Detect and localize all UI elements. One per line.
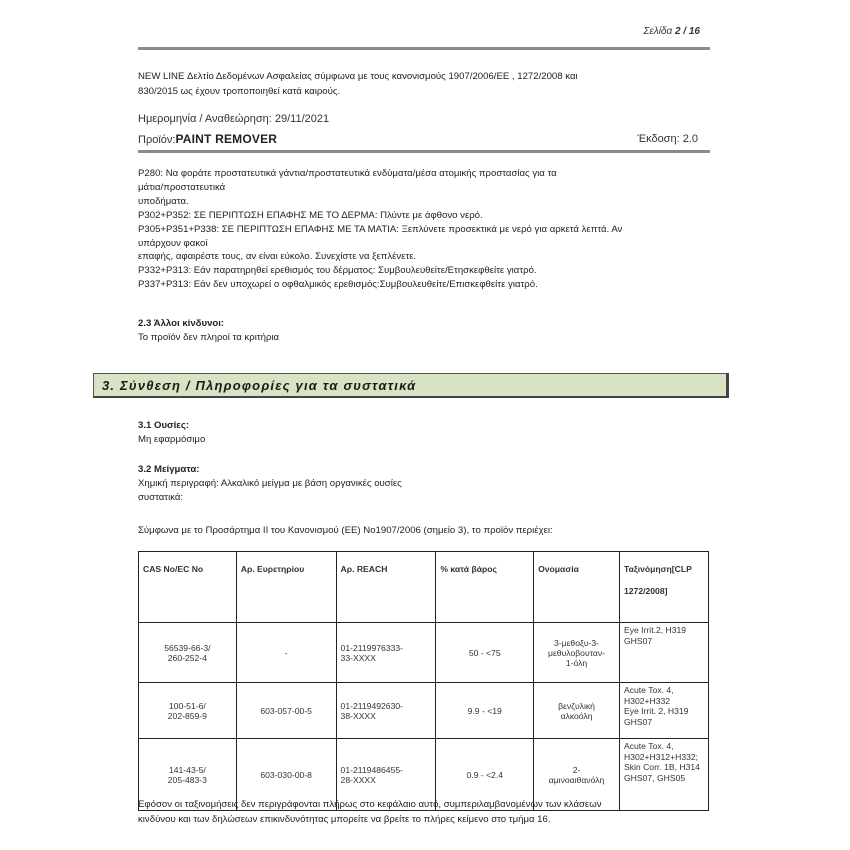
mixtures-block (138, 463, 402, 505)
substances-text: Μη εφαρμόσιμο (138, 433, 206, 445)
header-classification: Ταξινόμηση[CLP 1272/2008] (619, 552, 708, 623)
footer-line: κινδύνου και των δηλώσεων επικινδυνότητας μπορείτε να βρείτε το πλήρες κείμενο στο τμήμα 16. (138, 813, 551, 825)
header-percent: % κατά βάρος (436, 552, 534, 623)
intro-line: NEW LINE Δελτίο Δεδομένων Ασφαλείας σύμφωνα με τους κανονισμούς 1907/2006/ΕΕ , 1272/2008 και (138, 71, 578, 82)
cell-cas: 141-43-5/ 205-483-3 (139, 739, 237, 811)
statement-line: P302+P352: ΣΕ ΠΕΡΙΠΤΩΣΗ ΕΠΑΦΗΣ ΜΕ ΤΟ ΔΕΡΜΑ: Πλύντε με άφθονο νερό. (138, 209, 483, 221)
substances-title: 3.1 Ουσίες: (138, 420, 190, 431)
footer-note (138, 798, 718, 828)
cell-cas: 56539-66-3/ 260-252-4 (139, 623, 237, 683)
document-intro (138, 70, 698, 100)
header-cas: CAS No/EC No (139, 552, 237, 623)
other-hazards-text: Το προϊόν δεν πληροί τα κριτήρια (138, 331, 280, 343)
cell-percent: 50 - <75 (436, 623, 534, 683)
page-number: Σελίδα 2 / 16 (643, 26, 700, 37)
header-divider (138, 47, 710, 50)
other-hazards-title: 2.3 Άλλοι κίνδυνοι: (138, 318, 225, 329)
cell-classification: Acute Tox. 4, H302+H312+H332; Skin Corr. 1B, H314 GHS07, GHS05 (619, 739, 708, 811)
product-line (138, 132, 277, 146)
intro-line: 830/2015 ως έχουν τροποποιηθεί κατά καιρούς. (138, 85, 341, 97)
cell-index: 603-030-00-8 (236, 739, 336, 811)
statement-line: P280: Να φοράτε προστατευτικά γάντια/προστατευτικά ενδύματα/μέσα ατομικής προστασίας για τα (138, 168, 557, 179)
cell-classification: Eye Irrit.2, H319 GHS07 (619, 623, 708, 683)
mixtures-description: Χημική περιγραφή: Αλκαλικό μείγμα με βάση οργανικές ουσίες (138, 477, 402, 489)
cell-reach: 01-2119486455- 28-XXXX (336, 739, 436, 811)
mixtures-title: 3.2 Μείγματα: (138, 464, 200, 475)
cell-reach: 01-2119492630- 38-XXXX (336, 683, 436, 739)
statement-line: P332+P313: Εάν παρατηρηθεί ερεθισμός του δέρματος: Συμβουλευθείτε/Ετησκεφθείτε γιατρό. (138, 265, 537, 277)
annex-statement: Σύμφωνα με το Προσάρτημα ΙΙ του Κανονισμού (ΕΕ) Νο1907/2006 (σημείο 3), το προϊόν περιέχει: (138, 525, 553, 536)
header-reach: Αρ. REACH (336, 552, 436, 623)
cell-name: 2- αμινοαιθανόλη (534, 739, 620, 811)
cell-index: 603-057-00-5 (236, 683, 336, 739)
product-divider (138, 150, 710, 153)
cell-percent: 9.9 - <19 (436, 683, 534, 739)
footer-line: Εφόσον οι ταξινομήσεις δεν περιγράφονται πλήρως στο κεφάλαιο αυτό, συμπεριλαμβανομένων των κλάσεων (138, 799, 602, 810)
other-hazards (138, 317, 279, 345)
section-3-heading (93, 373, 729, 398)
statement-line: υποδήματα. (138, 195, 189, 207)
header-name: Ονομασία (534, 552, 620, 623)
substances-block (138, 419, 205, 447)
section-3-title: 3. Σύνθεση / Πληροφορίες για τα συστατικά (102, 378, 417, 393)
cell-index: - (236, 623, 336, 683)
cell-classification: Acute Tox. 4, H302+H332 Eye Irrit. 2, H319 GHS07 (619, 683, 708, 739)
precautionary-statements (138, 167, 703, 292)
cell-name: 3-μεθοξυ-3- μεθυλοβουταν- 1-όλη (534, 623, 620, 683)
table-header-row (139, 552, 709, 623)
statement-line: επαφής, αφαιρέστε τους, αν είναι εύκολο. Συνεχίστε να ξεπλένετε. (138, 251, 417, 263)
version-label: Έκδοση: 2.0 (637, 133, 698, 145)
statement-line: P305+P351+P338: ΣΕ ΠΕΡΙΠΤΩΣΗ ΕΠΑΦΗΣ ΜΕ ΤΑ ΜΑΤΙΑ: Ξεπλύνετε προσεκτικά με νερό για αρκετά λεπτά. Αν (138, 223, 623, 235)
statement-line: υπάρχουν φακοί (138, 237, 208, 249)
table-row (139, 623, 709, 683)
product-name: PAINT REMOVER (175, 132, 278, 146)
cell-name: βενζυλική αλκοόλη (534, 683, 620, 739)
revision-date: Ημερομηνία / Αναθεώρηση: 29/11/2021 (138, 113, 330, 125)
header-index: Αρ. Ευρετηρίου (236, 552, 336, 623)
table-row (139, 683, 709, 739)
mixtures-components-label: συστατικά: (138, 491, 184, 503)
statement-line: μάτια/προστατευτικά (138, 181, 226, 193)
product-label: Προϊόν: (138, 134, 176, 146)
cell-percent: 0.9 - <2.4 (436, 739, 534, 811)
cell-reach: 01-2119976333- 33-XXXX (336, 623, 436, 683)
cell-cas: 100-51-6/ 202-859-9 (139, 683, 237, 739)
statement-line: P337+P313: Εάν δεν υποχωρεί ο οφθαλμικός ερεθισμός:Συμβουλευθείτε/Επισκεφθείτε γιατρό. (138, 279, 538, 291)
composition-table (138, 551, 709, 811)
